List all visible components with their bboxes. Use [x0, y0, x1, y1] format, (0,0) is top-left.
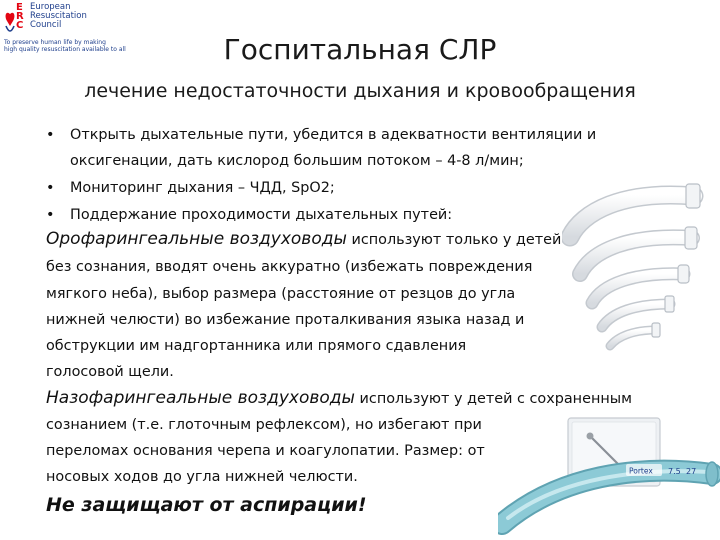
logo-letter: C	[16, 20, 24, 31]
naso-term: Назофарингеальные воздуховоды	[46, 388, 355, 408]
logo-word: Council	[30, 20, 62, 30]
naso-rest: используют у детей с сохраненным	[354, 391, 632, 407]
naso-first-line	[46, 385, 632, 412]
slide-title: Госпитальная СЛР	[223, 33, 497, 66]
logo-tagline-line: high quality resuscitation available to all	[4, 45, 126, 53]
oro-term: Орофарингеальные воздуховоды	[46, 229, 347, 249]
tube-code-label: 27	[686, 467, 697, 476]
tube-size-label: 7.5	[668, 467, 681, 476]
bullet-dot: •	[46, 207, 55, 223]
logo-letter: E	[16, 2, 23, 13]
nasopharyngeal-tube-image	[498, 448, 720, 538]
naso-line: переломах основания черепа и коагулопатии. Размер: от	[46, 443, 485, 459]
bullet-text: оксигенации, дать кислород большим потоком – 4-8 л/мин;	[70, 153, 524, 169]
oro-first-line	[46, 226, 561, 253]
bullet-text: Поддержание проходимости дыхательных путей:	[70, 207, 453, 223]
oro-line: обструкции им надгортанника или прямого сдавления	[46, 338, 467, 354]
naso-line: носовых ходов до угла нижней челюсти.	[46, 469, 358, 485]
oro-line: мягкого неба), выбор размера (расстояние от резцов до угла	[46, 286, 516, 302]
oro-rest: используют только у детей	[346, 232, 562, 248]
naso-line: сознанием (т.е. глоточным рефлексом), но избегают при	[46, 417, 482, 433]
bullet-text: Мониторинг дыхания – ЧДД, SpO2;	[70, 180, 335, 196]
logo-letter: R	[16, 11, 24, 22]
aspiration-warning: Не защищают от аспирации!	[46, 494, 367, 516]
bullet-dot: •	[46, 127, 55, 143]
oropharyngeal-airways-image	[562, 182, 720, 352]
bullet-text: Открыть дыхательные пути, убедится в адекватности вентиляции и	[70, 127, 597, 143]
oro-line: без сознания, вводят очень аккуратно (избежать повреждения	[46, 259, 533, 275]
oro-line: голосовой щели.	[46, 364, 174, 380]
oro-line: нижней челюсти) во избежание проталкивания языка назад и	[46, 312, 525, 328]
logo-word: European	[30, 2, 71, 12]
slide-subtitle: лечение недостаточности дыхания и кровообращения	[84, 80, 636, 102]
logo-tagline-line: To preserve human life by making	[4, 39, 106, 46]
tube-brand-label: Portex	[629, 466, 653, 476]
bullet-dot: •	[46, 180, 55, 196]
logo-word: Resuscitation	[30, 11, 87, 21]
